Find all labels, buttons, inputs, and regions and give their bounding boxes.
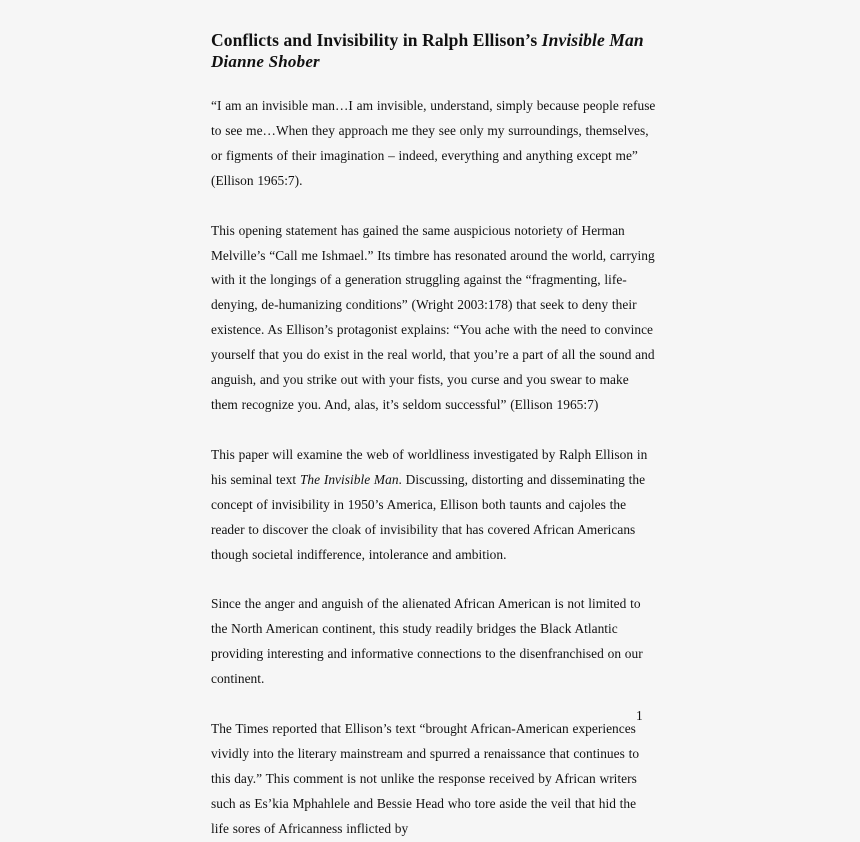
paragraph-paper-scope-part1: This paper will examine the web of worldliness investigated by Ralph Ellison in his seminal text xyxy=(211,446,648,487)
paragraph-black-atlantic: Since the anger and anguish of the alienated African American is not limited to the North American continent, this study readily bridges the Black Atlantic providing interesting and informative connections to the disenfranchised on our continent. xyxy=(211,596,643,687)
document-body xyxy=(211,94,657,842)
page-title-work: Invisible Man xyxy=(541,30,644,50)
page-title xyxy=(211,30,657,51)
book-title-invisible-man: The Invisible Man xyxy=(299,471,399,487)
paragraph-opening-quote: “I am an invisible man…I am invisible, understand, simply because people refuse to see me…When they approach me they see only my surroundings, themselves, or figments of their imagination – indeed, everything and anything except me” (Ellison 1965:7). xyxy=(211,98,656,188)
document-content xyxy=(211,30,657,842)
document-author: Dianne Shober xyxy=(211,52,320,71)
paragraph-times-review: The Times reported that Ellison’s text “brought African-American experiences vividly into the literary mainstream and spurred a renaissance that continues to this day.” This comment is not unlike the response received by African writers such as Es’kia Mphahlele and Bessie Head who tore aside the veil that hid the life sores of Africanness inflicted by xyxy=(211,721,640,836)
paragraph-paper-scope xyxy=(211,443,657,568)
page-title-prefix: Conflicts and Invisibility in Ralph Ellison’s xyxy=(211,30,542,50)
paragraph-opening-statement: This opening statement has gained the same auspicious notoriety of Herman Melville’s “Call me Ishmael.” Its timbre has resonated around the world, carrying with it the longings of a generation struggling against the “fragmenting, life-denying, de-humanizing conditions” (Wright 2003:178) that seek to deny their existence. As Ellison’s protagonist explains: “You ache with the need to convince yourself that you do exist in the real world, that you’re a part of all the sound and anguish, and you strike out with your fists, you curse and you swear to make them recognize you. And, alas, it’s seldom successful” (Ellison 1965:7) xyxy=(211,222,655,412)
paragraph-paper-scope-part2: . Discussing, distorting and disseminating the concept of invisibility in 1950’s America, Ellison both taunts and cajoles the reader to discover the cloak of invisibility that has covered African Americans though societal indifference, intolerance and ambition. xyxy=(211,471,646,562)
page-number: 1 xyxy=(636,708,643,723)
